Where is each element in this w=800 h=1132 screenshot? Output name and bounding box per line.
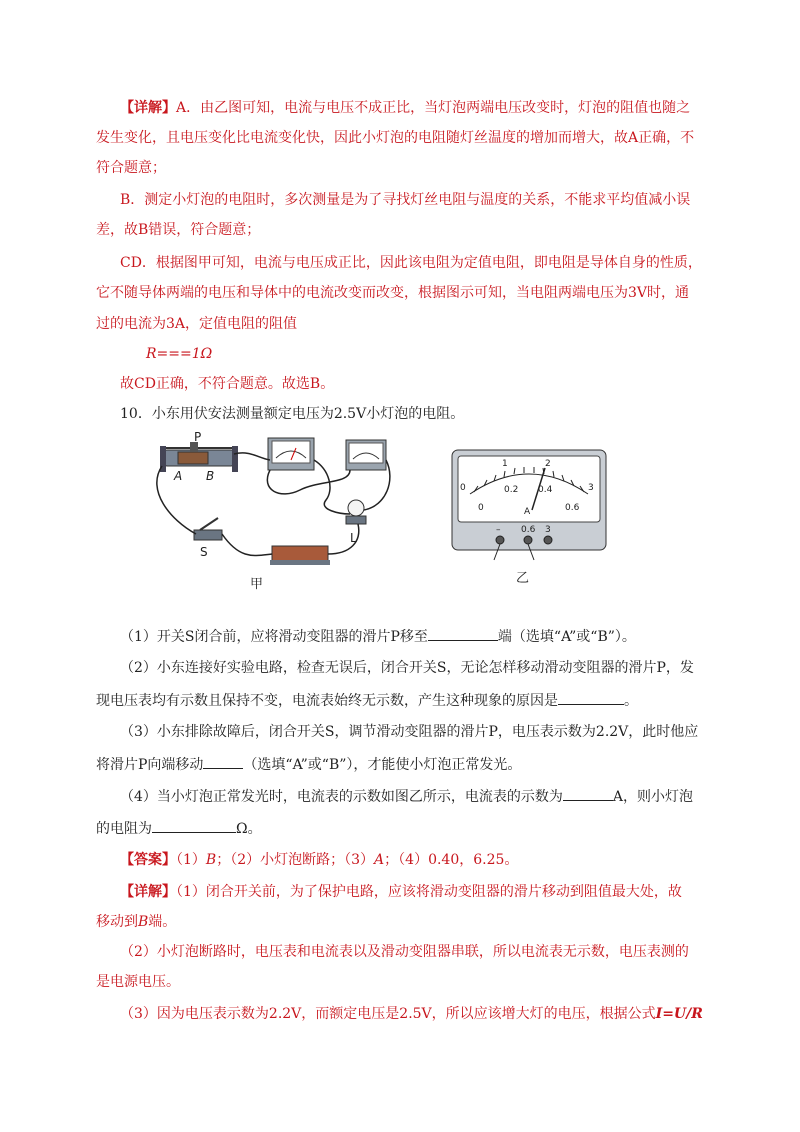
switch-icon — [194, 518, 222, 540]
figure-caption-yi: 乙 — [516, 571, 530, 586]
scale-top-3: 3 — [588, 483, 594, 493]
scale-top-2: 2 — [545, 459, 551, 469]
answer-line: 【答案】（1）B；（2）小灯泡断路；（3）A；（4）0.40，6.25。 — [120, 852, 519, 868]
subquestion-1: （1）开关S闭合前，应将滑动变阻器的滑片P移至 端（选填“A”或“B”）。 — [120, 626, 636, 647]
terminal-3 — [544, 536, 552, 544]
analysis-line: 它不随导体两端的电压和导体中的电流改变而改变，根据图示可知，当电阻两端电压为3V时，通 — [96, 285, 690, 301]
analysis2-line: 移动到B端。 — [96, 914, 177, 930]
ammeter-dial-figure — [450, 448, 610, 588]
unit-label: A — [524, 507, 531, 517]
answer-blank[interactable] — [203, 754, 243, 769]
subquestion-4-cont: 的电阻为 Ω。 — [96, 818, 262, 839]
answer-blank[interactable] — [558, 690, 624, 705]
voltmeter-icon — [346, 440, 386, 470]
question-stem: 10．小东用伏安法测量额定电压为2.5V小灯泡的电阻。 — [120, 406, 465, 422]
subquestion-2-cont: 现电压表均有示数且保持不变，电流表始终无示数，产生这种现象的原因是 。 — [96, 690, 638, 711]
label-L: L — [350, 531, 357, 545]
analysis2-line: 【详解】（1）闭合开关前，为了保护电路，应该将滑动变阻器的滑片移动到阻值最大处，故 — [120, 884, 682, 900]
analysis2-line: 是电源电压。 — [96, 974, 180, 990]
subquestion-2: （2）小东连接好实验电路，检查无误后，闭合开关S，无论怎样移动滑动变阻器的滑片P，发 — [120, 660, 694, 676]
scale-top-1: 1 — [502, 459, 508, 469]
analysis-line: 过的电流为3A，定值电阻的阻值 — [96, 316, 298, 332]
analysis-line: 符合题意； — [96, 160, 166, 176]
terminal-label-3: 3 — [545, 525, 551, 535]
subquestion-3: （3）小东排除故障后，闭合开关S，调节滑动变阻器的滑片P，电压表示数为2.2V，此时他应 — [120, 724, 699, 740]
label-B: B — [206, 469, 215, 483]
ammeter-icon — [268, 438, 314, 470]
analysis2-line: （3）因为电压表示数为2.2V，而额定电压是2.5V，所以应该增大灯的电压，根据公式I=U/R — [120, 1006, 703, 1022]
circuit-figure — [150, 430, 400, 600]
analysis-line: CD．根据图甲可知，电流与电压成正比，因此该电阻为定值电阻，即电阻是导体自身的性质， — [120, 255, 702, 271]
analysis-line: 发生变化，且电压变化比电流变化快，因此小灯泡的电阻随灯丝温度的增加而增大，故A正确，不 — [96, 130, 695, 146]
subquestion-3-cont: 将滑片P向端移动 （选填“A”或“B”），才能使小灯泡正常发光。 — [96, 754, 521, 775]
detail-tag: 【详解】 — [120, 100, 176, 116]
analysis-line: 差，故B错误，符合题意； — [96, 222, 261, 238]
label-S: S — [200, 545, 208, 559]
scale-bottom-0: 0 — [478, 503, 484, 513]
analysis2-line: （2）小灯泡断路时，电压表和电流表以及滑动变阻器串联，所以电流表无示数，电压表测的 — [120, 944, 689, 960]
label-P: P — [194, 430, 202, 444]
subquestion-4: （4）当小灯泡正常发光时，电流表的示数如图乙所示，电流表的示数为 A，则小灯泡 — [120, 786, 693, 807]
scale-bottom-0.2: 0.2 — [504, 485, 519, 495]
terminal-label-neg: – — [496, 525, 501, 535]
terminal-label-0.6: 0.6 — [521, 525, 536, 535]
scale-bottom-0.4: 0.4 — [538, 485, 553, 495]
battery-icon — [270, 546, 330, 565]
terminal-0.6 — [524, 536, 532, 544]
conclusion: 故CD正确，不符合题意。故选B。 — [120, 376, 335, 392]
terminal-neg — [496, 536, 504, 544]
answer-tag: 【答案】 — [120, 852, 176, 868]
figure-caption-jia: 甲 — [250, 577, 264, 592]
answer-blank[interactable] — [428, 626, 498, 641]
formula: R===1Ω — [146, 346, 213, 362]
analysis-line: 【详解】A．由乙图可知，电流与电压不成正比，当灯泡两端电压改变时，灯泡的阻值也随之 — [120, 100, 691, 116]
scale-bottom-0.6: 0.6 — [565, 503, 580, 513]
label-A: A — [174, 469, 183, 483]
scale-top-0: 0 — [460, 483, 466, 493]
answer-blank[interactable] — [563, 786, 613, 801]
detail-tag: 【详解】 — [120, 884, 176, 900]
answer-blank[interactable] — [152, 818, 236, 833]
bulb-icon — [346, 500, 366, 524]
analysis-line: B．测定小灯泡的电阻时，多次测量是为了寻找灯丝电阻与温度的关系，不能求平均值减小误 — [120, 192, 691, 208]
rheostat-icon — [160, 442, 238, 472]
